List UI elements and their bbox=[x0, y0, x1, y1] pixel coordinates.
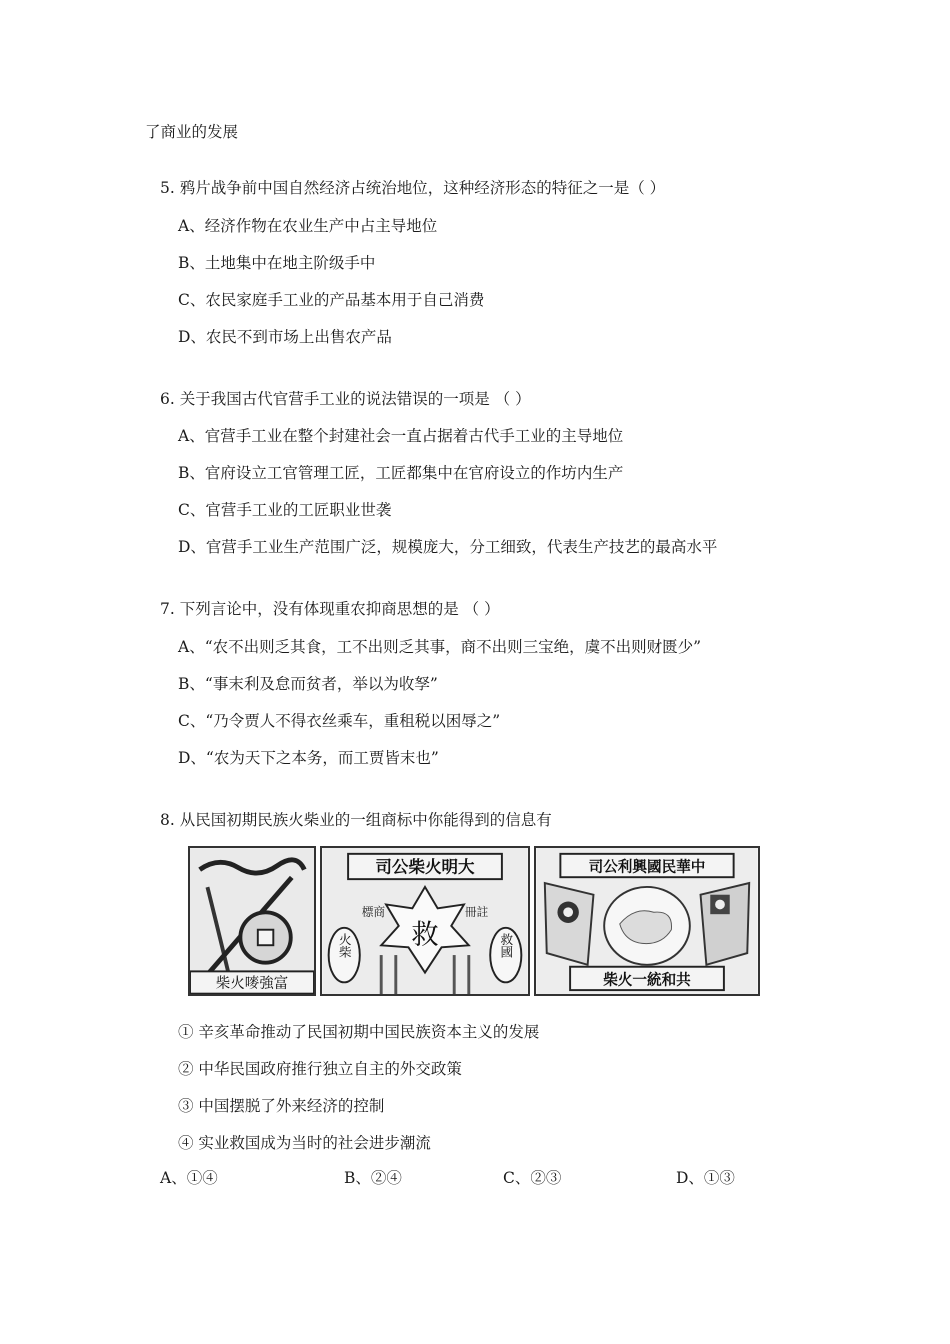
label3-top-text: 司公利興國民華中 bbox=[588, 858, 706, 876]
question-7-option-a: A、“农不出则乏其食，工不出则乏其事，商不出则三宝绝，虞不出则财匮少” bbox=[178, 638, 702, 656]
fuqiang-label-illustration bbox=[190, 848, 314, 994]
trademark-images bbox=[188, 846, 766, 998]
question-6-option-c: C、官营手工业的工匠职业世袭 bbox=[178, 501, 392, 519]
question-7-stem: 7. 下列言论中，没有体现重农抑商思想的是 （ ） bbox=[160, 600, 500, 618]
question-6-option-a: A、官营手工业在整个封建社会一直占据着古代手工业的主导地位 bbox=[178, 427, 624, 445]
question-6-option-d: D、官营手工业生产范围广泛，规模庞大，分工细致，代表生产技艺的最高水平 bbox=[178, 538, 718, 556]
question-8-answer-d: D、①③ bbox=[676, 1169, 735, 1187]
label2-mid-right-text: 冊註 bbox=[464, 905, 489, 920]
question-5-option-d: D、农民不到市场上出售农产品 bbox=[178, 328, 392, 346]
question-5-option-b: B、土地集中在地主阶级手中 bbox=[178, 254, 376, 272]
question-8-statement-2: ② 中华民国政府推行独立自主的外交政策 bbox=[178, 1060, 462, 1078]
trademark-label-fuqiang bbox=[188, 846, 316, 996]
question-8-answer-a: A、①④ bbox=[160, 1169, 218, 1187]
daming-label-illustration bbox=[322, 848, 528, 994]
question-6-stem: 6. 关于我国古代官营手工业的说法错误的一项是 （ ） bbox=[160, 390, 531, 408]
question-7-option-d: D、“农为天下之本务，而工贾皆末也” bbox=[178, 749, 439, 767]
question-8-statement-4: ④ 实业救国成为当时的社会进步潮流 bbox=[178, 1134, 431, 1152]
question-8-answer-b: B、②④ bbox=[344, 1169, 402, 1187]
label2-top-text: 司公柴火明大 bbox=[375, 857, 475, 877]
question-6-option-b: B、官府设立工官管理工匠，工匠都集中在官府设立的作坊内生产 bbox=[178, 464, 624, 482]
label2-left-text: 火柴 bbox=[336, 932, 352, 958]
label1-bottom-text: 柴火嘜強富 bbox=[215, 975, 289, 992]
question-7-option-c: C、“乃令贾人不得衣丝乘车，重租税以困辱之” bbox=[178, 712, 501, 730]
question-7-option-b: B、“事末利及怠而贫者，举以为收孥” bbox=[178, 675, 438, 693]
label2-right-text: 救國 bbox=[498, 932, 514, 958]
zhonghua-label-illustration bbox=[536, 848, 758, 994]
question-8-answer-c: C、②③ bbox=[503, 1169, 562, 1187]
question-8-statement-1: ① 辛亥革命推动了民国初期中国民族资本主义的发展 bbox=[178, 1023, 540, 1041]
question-8-statement-3: ③ 中国摆脱了外来经济的控制 bbox=[178, 1097, 385, 1115]
trademark-label-daming bbox=[320, 846, 530, 996]
label2-center-text: 救 bbox=[411, 919, 439, 951]
question-5-stem: 5. 鸦片战争前中国自然经济占统治地位，这种经济形态的特征之一是（ ） bbox=[160, 179, 666, 197]
question-5-option-a: A、经济作物在农业生产中占主导地位 bbox=[178, 217, 438, 235]
label2-mid-left-text: 標商 bbox=[361, 905, 386, 920]
question-8-stem: 8. 从民国初期民族火柴业的一组商标中你能得到的信息有 bbox=[160, 811, 552, 829]
continuation-text: 了商业的发展 bbox=[145, 123, 239, 141]
trademark-label-zhonghua bbox=[534, 846, 760, 996]
label3-bottom-text: 柴火一統和共 bbox=[603, 971, 691, 989]
question-5-option-c: C、农民家庭手工业的产品基本用于自己消费 bbox=[178, 291, 485, 309]
